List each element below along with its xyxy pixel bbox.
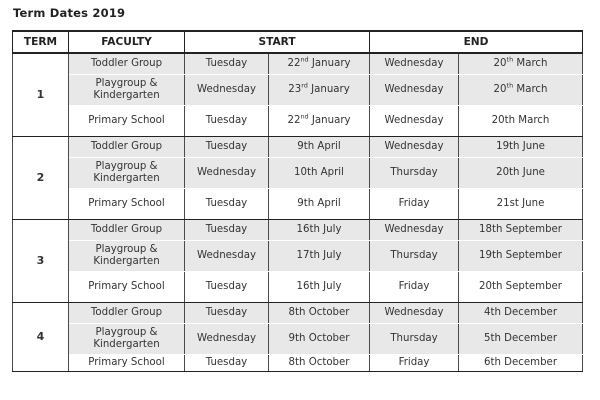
start-day-cell: Tuesday (185, 220, 269, 241)
faculty-cell: Playgroup & Kindergarten (69, 75, 185, 106)
start-date-number: 8th October (288, 307, 350, 318)
start-date-number: 10th April (294, 167, 344, 178)
end-day-cell: Wednesday (370, 303, 459, 324)
faculty-cell: Primary School (69, 106, 185, 137)
end-date-cell (459, 220, 583, 241)
end-date-cell (459, 355, 583, 372)
start-date-number: 9th October (288, 333, 350, 344)
faculty-cell: Toddler Group (69, 220, 185, 241)
start-date-cell (269, 272, 370, 303)
start-date-cell (269, 106, 370, 137)
header-term: TERM (13, 31, 69, 53)
table-row (13, 75, 583, 106)
start-day-cell: Wednesday (185, 324, 269, 355)
table-body (13, 53, 583, 372)
end-day-cell: Thursday (370, 158, 459, 189)
end-date-number: 20 (493, 58, 507, 69)
end-date-cell (459, 75, 583, 106)
start-date-month: January (308, 58, 351, 69)
start-date-number: 17th July (296, 250, 342, 261)
table-row (13, 158, 583, 189)
page-title: Term Dates 2019 (13, 6, 126, 20)
end-date-number: 20 (493, 84, 507, 95)
end-date-cell (459, 106, 583, 137)
term-number: 2 (13, 137, 69, 220)
faculty-cell: Primary School (69, 355, 185, 372)
start-date-cell (269, 303, 370, 324)
start-day-cell: Wednesday (185, 241, 269, 272)
end-date-cell (459, 324, 583, 355)
end-date-month: March (513, 58, 548, 69)
table-row (13, 220, 583, 241)
start-date-cell (269, 75, 370, 106)
header-start: START (185, 31, 370, 53)
start-date-cell (269, 53, 370, 75)
faculty-cell: Primary School (69, 189, 185, 220)
end-date-cell (459, 272, 583, 303)
start-date-cell (269, 324, 370, 355)
start-day-cell: Wednesday (185, 158, 269, 189)
faculty-cell: Playgroup & Kindergarten (69, 158, 185, 189)
faculty-cell: Toddler Group (69, 303, 185, 324)
end-date-number: 5th December (484, 333, 558, 344)
header-faculty: FACULTY (69, 31, 185, 53)
faculty-cell: Toddler Group (69, 53, 185, 75)
start-date-number: 8th October (288, 357, 350, 368)
table-row (13, 303, 583, 324)
end-day-cell: Friday (370, 272, 459, 303)
table-row (13, 355, 583, 372)
table-row (13, 106, 583, 137)
start-date-cell (269, 158, 370, 189)
start-date-cell (269, 355, 370, 372)
start-day-cell: Tuesday (185, 137, 269, 158)
start-date-suffix: rd (301, 81, 308, 90)
start-date-number: 9th April (297, 198, 341, 209)
start-date-number: 23 (288, 84, 302, 95)
end-date-number: 18th September (479, 224, 562, 235)
start-date-cell (269, 137, 370, 158)
end-date-cell (459, 303, 583, 324)
table-header-row (13, 31, 583, 53)
start-date-number: 16th July (296, 224, 342, 235)
end-date-cell (459, 241, 583, 272)
end-day-cell: Friday (370, 355, 459, 372)
end-day-cell: Wednesday (370, 53, 459, 75)
table-row (13, 137, 583, 158)
end-day-cell: Thursday (370, 324, 459, 355)
start-day-cell: Tuesday (185, 303, 269, 324)
faculty-cell: Playgroup & Kindergarten (69, 324, 185, 355)
end-day-cell: Thursday (370, 241, 459, 272)
start-date-suffix: nd (300, 112, 309, 121)
end-date-number: 20th September (479, 281, 562, 292)
start-day-cell: Tuesday (185, 355, 269, 372)
start-date-number: 22 (287, 115, 301, 126)
end-date-cell (459, 53, 583, 75)
start-date-number: 22 (287, 58, 301, 69)
table-row (13, 53, 583, 75)
end-date-number: 4th December (484, 307, 558, 318)
end-day-cell: Wednesday (370, 220, 459, 241)
end-date-number: 6th December (484, 357, 558, 368)
start-day-cell: Wednesday (185, 75, 269, 106)
table-row (13, 241, 583, 272)
table-row (13, 324, 583, 355)
end-date-number: 19th June (496, 141, 545, 152)
start-date-month: January (307, 84, 350, 95)
start-day-cell: Tuesday (185, 189, 269, 220)
faculty-cell: Playgroup & Kindergarten (69, 241, 185, 272)
end-date-number: 21st June (496, 198, 545, 209)
end-date-cell (459, 158, 583, 189)
term-number: 1 (13, 53, 69, 137)
end-day-cell: Wednesday (370, 106, 459, 137)
start-date-cell (269, 241, 370, 272)
end-date-number: 20th March (491, 115, 550, 126)
table-row (13, 189, 583, 220)
term-dates-table (12, 30, 583, 372)
start-date-number: 9th April (297, 141, 341, 152)
table-row (13, 272, 583, 303)
start-date-cell (269, 189, 370, 220)
end-date-suffix: th (506, 55, 514, 64)
end-date-suffix: th (506, 81, 514, 90)
faculty-cell: Primary School (69, 272, 185, 303)
end-day-cell: Friday (370, 189, 459, 220)
start-day-cell: Tuesday (185, 272, 269, 303)
term-number: 3 (13, 220, 69, 303)
end-day-cell: Wednesday (370, 137, 459, 158)
faculty-cell: Toddler Group (69, 137, 185, 158)
end-date-cell (459, 189, 583, 220)
start-date-number: 16th July (296, 281, 342, 292)
end-date-month: March (513, 84, 548, 95)
end-date-cell (459, 137, 583, 158)
start-date-month: January (308, 115, 351, 126)
start-date-cell (269, 220, 370, 241)
end-day-cell: Wednesday (370, 75, 459, 106)
start-date-suffix: nd (300, 55, 309, 64)
header-end: END (370, 31, 583, 53)
end-date-number: 20th June (496, 167, 545, 178)
start-day-cell: Tuesday (185, 106, 269, 137)
end-date-number: 19th September (479, 250, 562, 261)
start-day-cell: Tuesday (185, 53, 269, 75)
term-number: 4 (13, 303, 69, 372)
